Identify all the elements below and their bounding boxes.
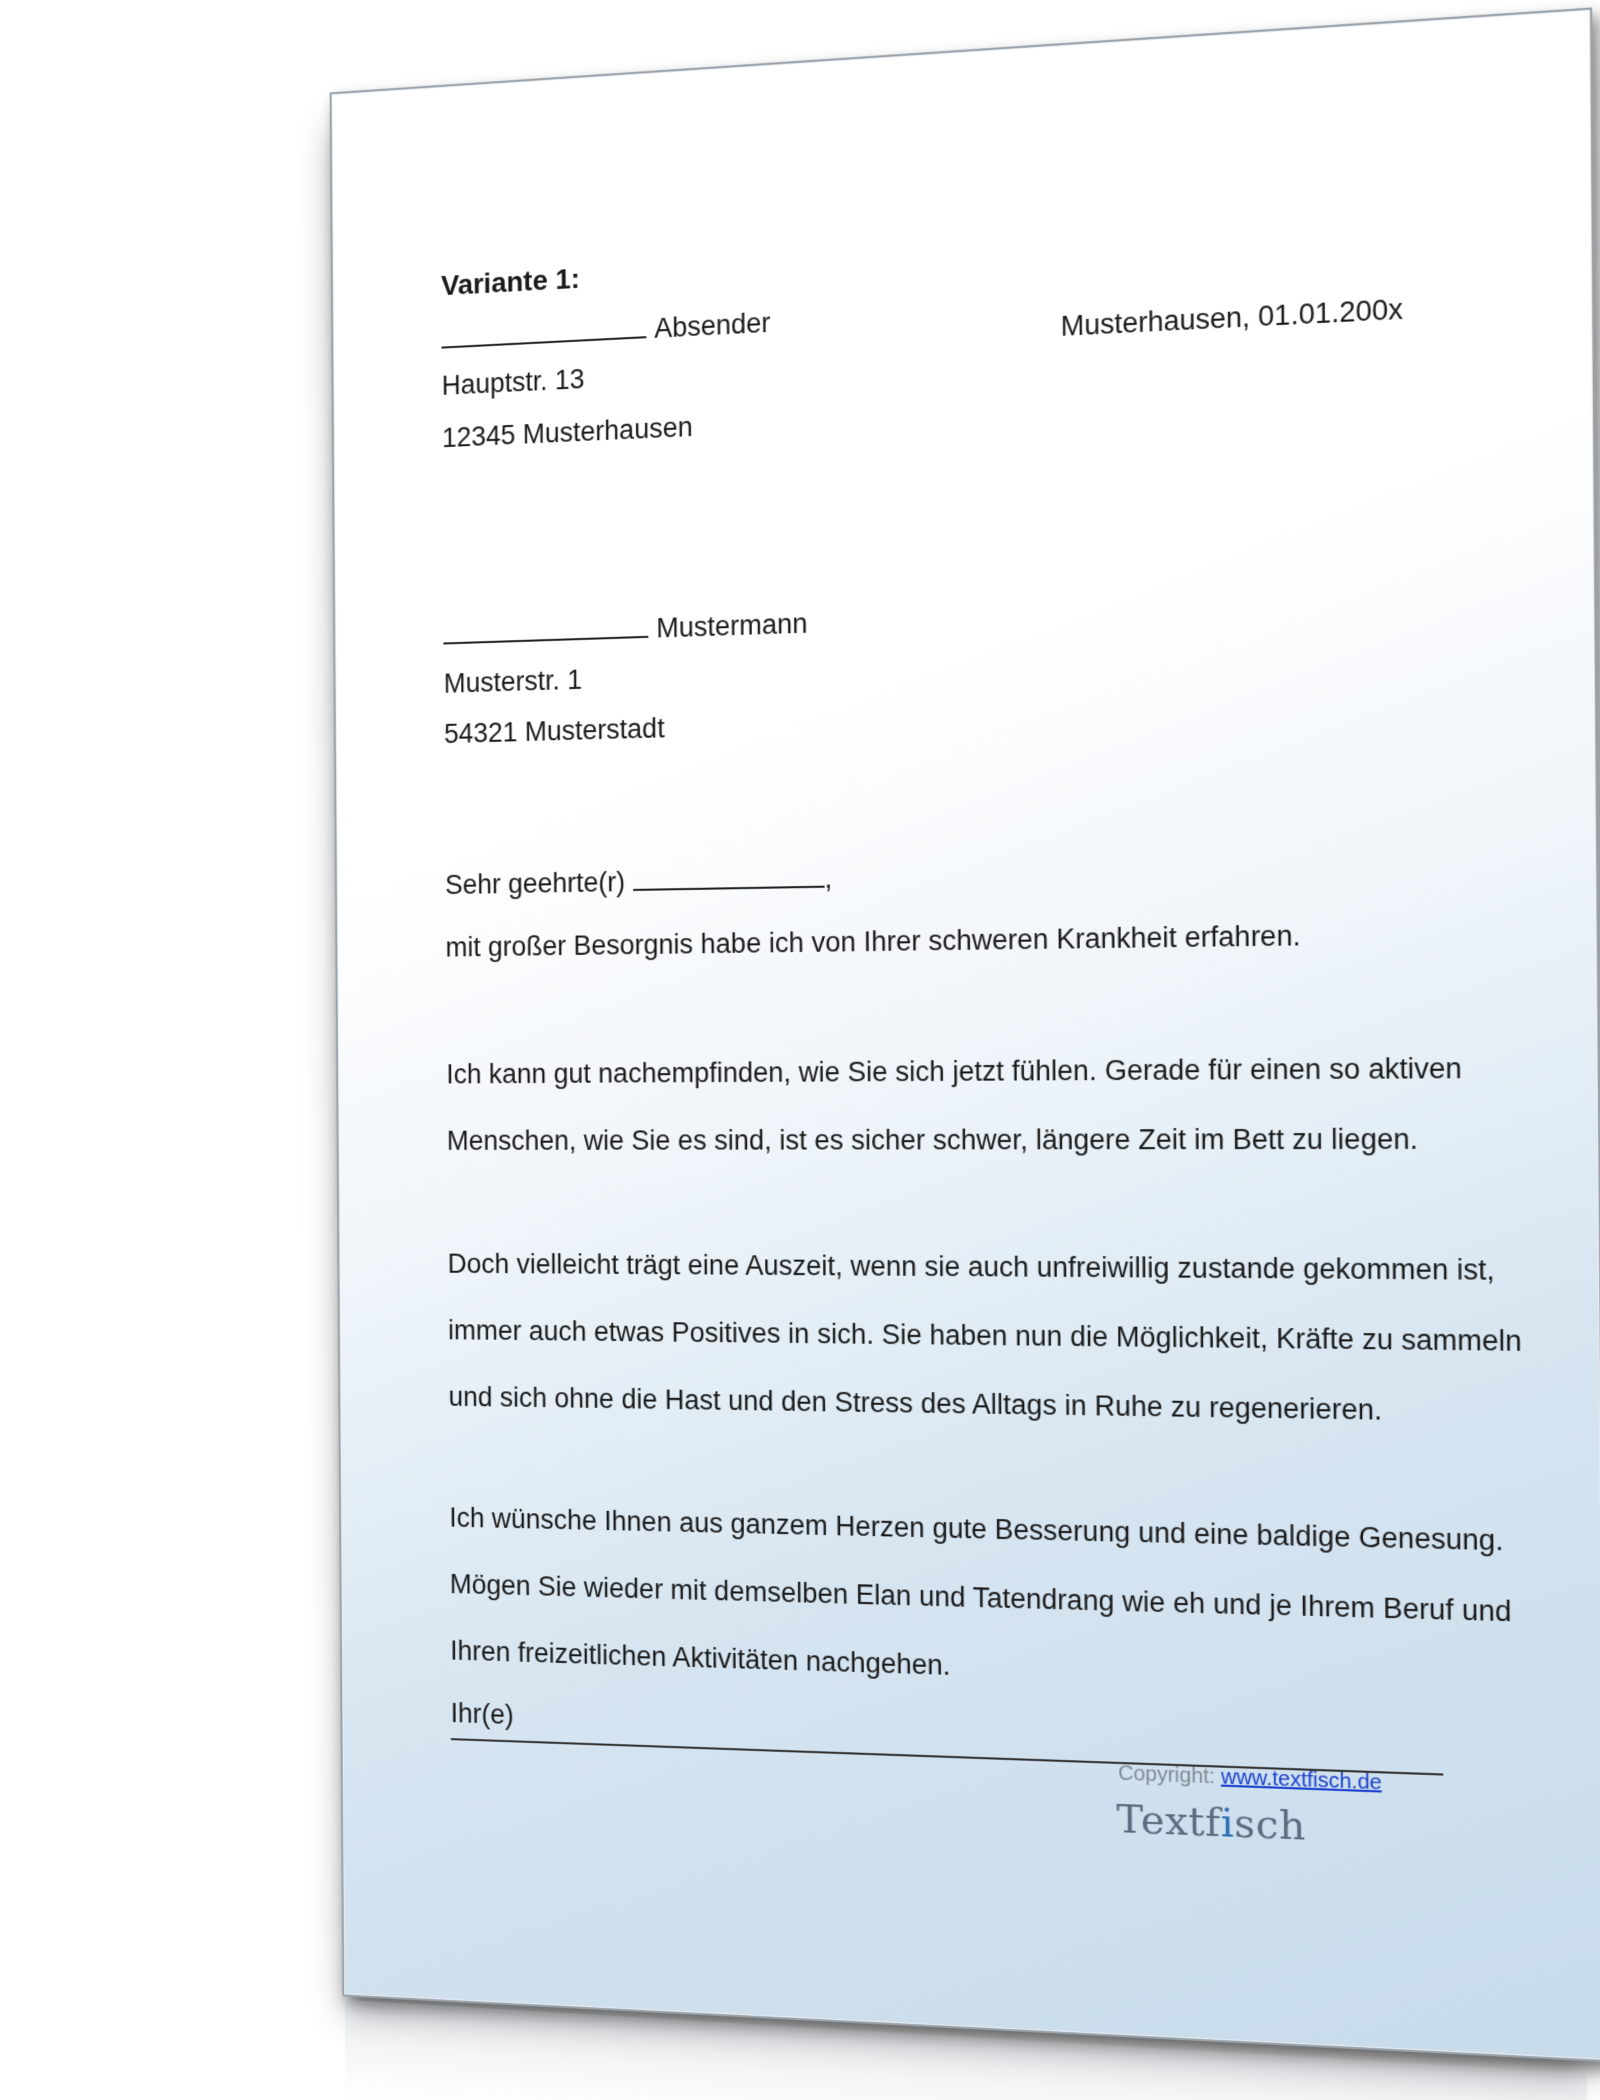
paragraph-line: Ich kann gut nachempfinden, wie Sie sich jetzt fühlen. Gerade für einen so aktiven: [446, 1052, 1463, 1090]
paragraph-1: [445, 901, 1301, 981]
letter-page: [330, 7, 1600, 2062]
paragraph-3: [447, 1230, 1522, 1447]
paragraph-2: [446, 1033, 1463, 1174]
paragraph-line: Ihren freizeitlichen Aktivitäten nachgehen.: [450, 1635, 951, 1682]
paragraph-line: Ich wünsche Ihnen aus ganzem Herzen gute Besserung und eine baldige Genesung.: [449, 1502, 1504, 1557]
copyright-notice: [1118, 1762, 1382, 1796]
recipient-city: 54321 Musterstadt: [443, 712, 665, 750]
paragraph-line: und sich ohne die Hast und den Stress des Alltags in Ruhe zu regenerieren.: [448, 1381, 1383, 1427]
fish-icon: i: [1220, 1799, 1235, 1847]
recipient-name-label: Mustermann: [656, 607, 808, 644]
variant-heading: Variante 1:: [440, 262, 581, 302]
paragraph-line: mit großer Besorgnis habe ich von Ihrer schweren Krankheit erfahren.: [445, 919, 1301, 963]
place-date: Musterhausen, 01.01.200x: [1060, 293, 1404, 343]
sender-name-label: Absender: [654, 307, 771, 344]
logo-text-end: sch: [1234, 1799, 1307, 1850]
textfisch-logo: [1116, 1795, 1306, 1849]
salutation: [445, 863, 832, 901]
sender-name-line: [441, 307, 770, 355]
recipient-name-line: [443, 608, 807, 652]
recipient-street: Musterstr. 1: [443, 664, 583, 699]
recipient-name-blank: [443, 613, 648, 644]
paragraph-line: Mögen Sie wieder mit demselben Elan und Tatendrang wie eh und je Ihrem Beruf und: [449, 1568, 1512, 1628]
copyright-label: Copyright:: [1118, 1761, 1216, 1789]
copyright-link[interactable]: www.textfisch.de: [1220, 1765, 1382, 1795]
salutation-prefix: Sehr geehrte(r): [444, 866, 626, 901]
logo-text-start: Textf: [1116, 1795, 1221, 1846]
salutation-suffix: ,: [824, 862, 833, 894]
paragraph-line: immer auch etwas Positives in sich. Sie haben nun die Möglichkeit, Kräfte zu sammeln: [448, 1315, 1522, 1358]
paragraph-4: [449, 1484, 1512, 1718]
sender-name-blank: [441, 314, 646, 349]
sender-city: 12345 Musterhausen: [441, 411, 693, 454]
closing: Ihr(e): [450, 1697, 514, 1731]
sender-street: Hauptstr. 13: [441, 363, 585, 401]
salutation-blank: [633, 863, 825, 891]
paragraph-line: Doch vielleicht trägt eine Auszeit, wenn sie auch unfreiwillig zustande gekommen ist,: [447, 1248, 1495, 1287]
paragraph-line: Menschen, wie Sie es sind, ist es sicher schwer, längere Zeit im Bett zu liegen.: [446, 1123, 1418, 1156]
